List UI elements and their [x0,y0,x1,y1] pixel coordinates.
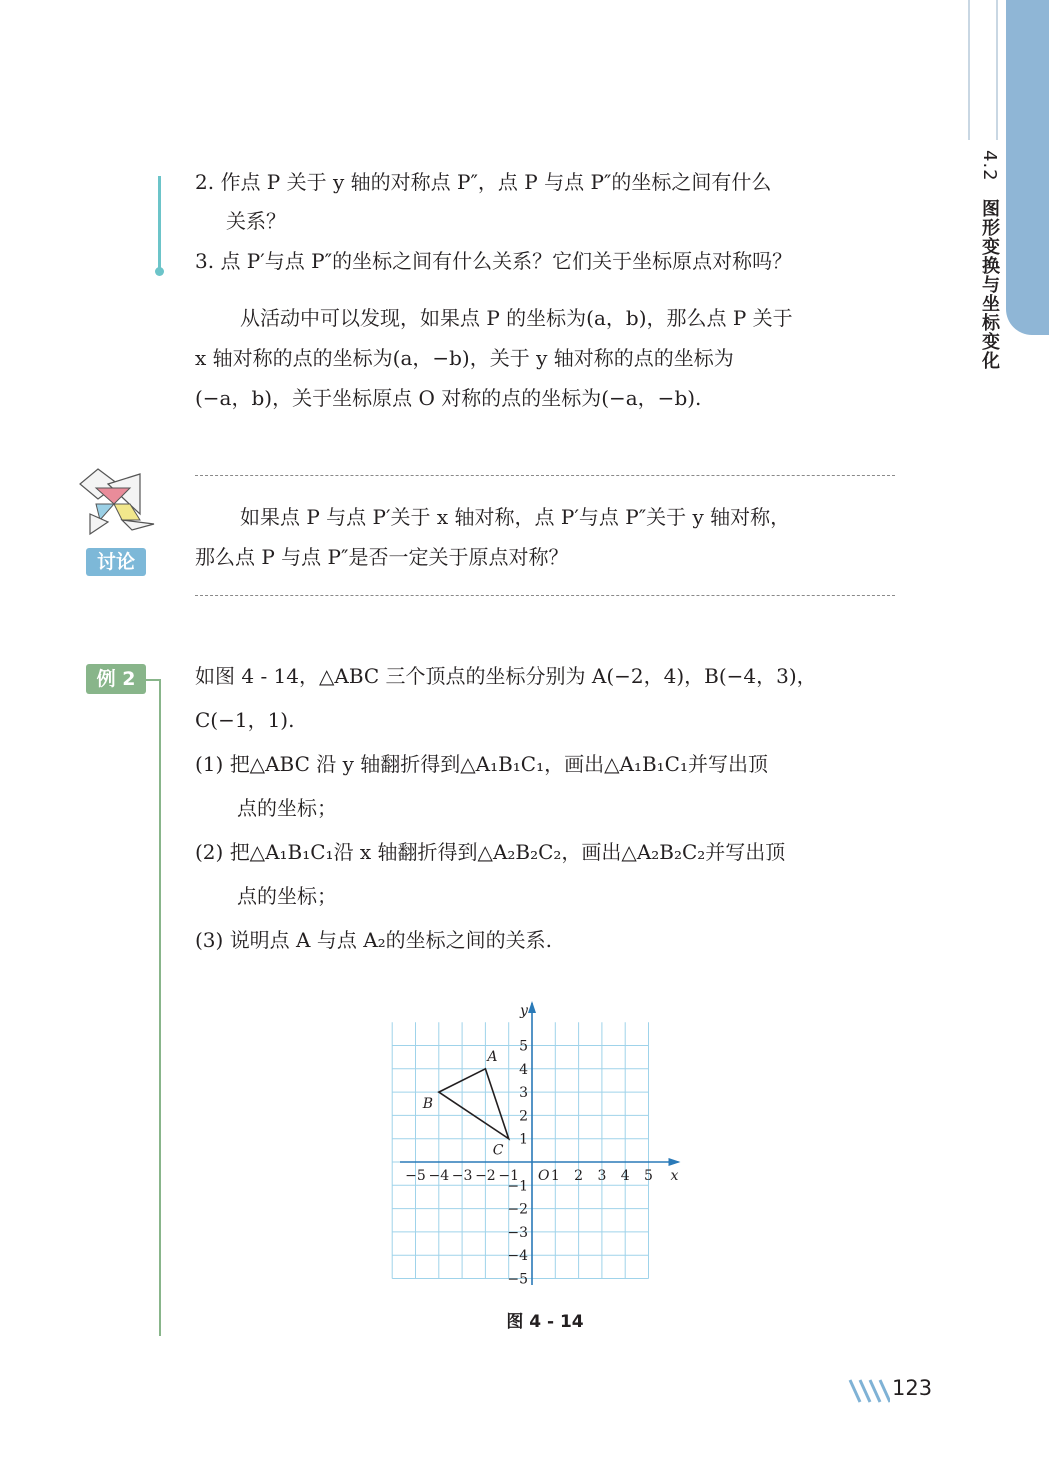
page-number-decoration [848,1378,890,1404]
example-line1: 如图 4 - 14，△ABC 三个顶点的坐标分别为 A(−2，4)，B(−4，3)， [195,664,817,688]
conclusion-line1: 从活动中可以发现，如果点 P 的坐标为(a，b)，那么点 P 关于 [240,306,793,330]
x-tick-label: 1 [550,1168,560,1184]
chapter-number: 4.2 [979,150,1000,182]
example-connector [146,679,160,681]
vertex-label-b: B [422,1096,434,1113]
discussion-badge: 讨论 [86,548,146,576]
question-bar [158,176,161,270]
y-tick-label: 5 [519,1038,528,1055]
question-2-line1: 2. 作点 P 关于 y 轴的对称点 P″，点 P 与点 P″的坐标之间有什么 [195,170,772,194]
question-3: 3. 点 P′与点 P″的坐标之间有什么关系？它们关于坐标原点对称吗？ [195,249,793,273]
origin-label: O [538,1168,550,1184]
y-tick-label: −3 [507,1224,528,1241]
side-rule [968,0,970,140]
side-rule-2 [996,0,998,140]
x-tick-label: 3 [597,1168,607,1184]
y-tick-label: 2 [519,1108,528,1125]
conclusion-line2: x 轴对称的点的坐标为(a，−b)，关于 y 轴对称的点的坐标为 [195,346,734,370]
x-tick-label: 2 [574,1168,584,1184]
y-tick-label: −5 [507,1271,528,1285]
example-rule [159,679,161,1336]
x-axis-arrow [669,1158,681,1166]
x-tick-label: 4 [620,1168,630,1184]
y-tick-label: −2 [507,1201,528,1218]
discussion-line1: 如果点 P 与点 P′关于 x 轴对称，点 P′与点 P″关于 y 轴对称， [240,505,791,529]
page-number: 123 [892,1376,933,1400]
side-tab [1006,0,1049,335]
y-axis-arrow [528,1001,536,1013]
vertex-label-c: C [492,1142,504,1159]
x-tick-label: −2 [475,1168,496,1184]
example-part2-line1: (2) 把△A₁B₁C₁沿 x 轴翻折得到△A₂B₂C₂，画出△A₂B₂C₂并写出顶 [195,840,786,864]
y-tick-label: −1 [507,1178,528,1195]
example-part1-line1: (1) 把△ABC 沿 y 轴翻折得到△A₁B₁C₁，画出△A₁B₁C₁并写出顶 [195,752,769,776]
y-tick-label: 3 [519,1085,528,1102]
discussion-bottom-divider [195,595,895,596]
discussion-top-divider [195,475,895,476]
figure-caption: 图 4 - 14 [506,1312,584,1332]
coordinate-grid-figure [390,995,700,1285]
discussion-line2: 那么点 P 与点 P″是否一定关于原点对称？ [195,545,569,569]
triangle-abc [439,1069,509,1139]
y-tick-label: −4 [507,1248,528,1265]
y-axis-label: y [520,1003,528,1019]
y-tick-label: 1 [519,1131,528,1148]
example-part3: (3) 说明点 A 与点 A₂的坐标之间的关系. [195,928,553,952]
example-line2: C(−1，1). [195,708,295,732]
chapter-title: 图形变换与坐标变化 [979,198,1000,370]
conclusion-line3: (−a，b)，关于坐标原点 O 对称的点的坐标为(−a，−b). [195,386,702,410]
x-tick-label: 5 [644,1168,653,1184]
tangram-icon [78,464,158,544]
x-axis-label: x [670,1168,679,1184]
x-tick-label: −3 [451,1168,473,1184]
example-badge: 例 2 [86,664,146,694]
x-tick-label: −4 [428,1168,450,1184]
example-part2-line2: 点的坐标； [237,884,337,908]
question-2-line2: 关系？ [226,209,286,233]
x-tick-label: −5 [405,1168,426,1184]
side-chapter-label [972,150,1002,370]
y-tick-label: 4 [519,1061,528,1078]
vertex-label-a: A [487,1048,498,1065]
x-tick-label: −1 [498,1168,520,1184]
example-part1-line2: 点的坐标； [237,796,337,820]
question-bar-dot [155,267,164,276]
